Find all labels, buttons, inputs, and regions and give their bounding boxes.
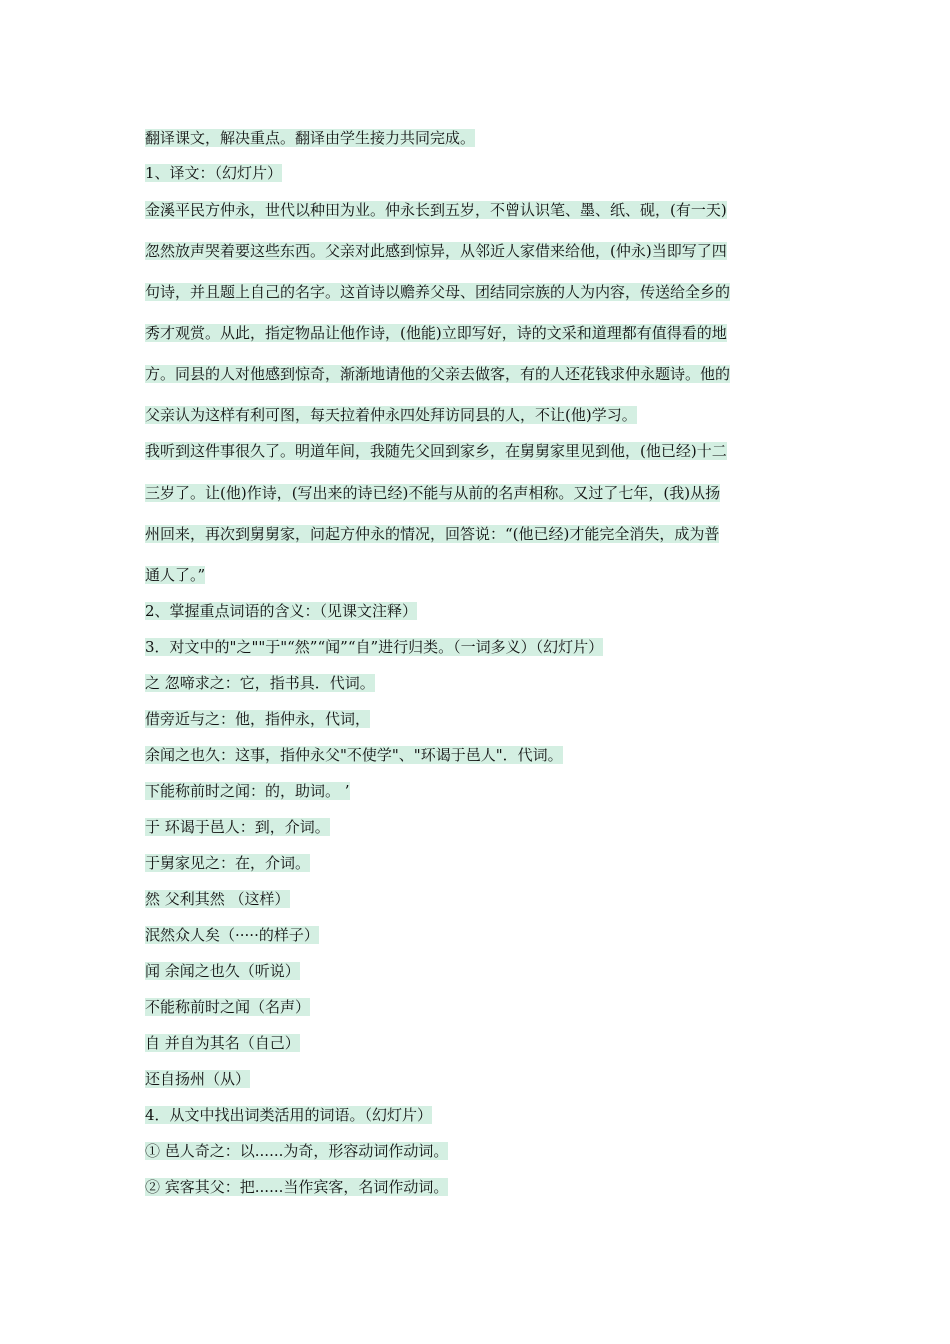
translation-line: 方。同县的人对他感到惊奇，渐渐地请他的父亲去做客，有的人还花钱求仲永题诗。他的	[145, 365, 731, 383]
section-3-item: 借旁近与之：他，指仲永，代词，	[145, 710, 371, 728]
translation-line: 父亲认为这样有利可图，每天拉着仲永四处拜访同县的人，不让(他)学习。	[145, 406, 637, 424]
section-3-item: 然 父利其然 （这样）	[145, 890, 290, 908]
section-2-title: 2、掌握重点词语的含义：（见课文注释）	[145, 602, 418, 620]
section-3-item: 还自扬州（从）	[145, 1070, 251, 1088]
section-3-item: 不能称前时之闻（名声）	[145, 998, 311, 1016]
translation-line: 三岁了。让(他)作诗，(写出来的诗已经)不能与从前的名声相称。又过了七年，(我)从扬	[145, 484, 721, 502]
intro-line: 翻译课文，解决重点。翻译由学生接力共同完成。	[145, 129, 476, 147]
section-3-item: 于 环谒于邑人：到，介词。	[145, 818, 330, 836]
translation-line: 句诗，并且题上自己的名字。这首诗以赡养父母、团结同宗族的人为内容，传送给全乡的	[145, 283, 731, 301]
section-3-item: 下能称前时之闻：的，助词。 ’	[145, 782, 350, 800]
translation-line: 秀才观赏。从此，指定物品让他作诗，(他能)立即写好，诗的文采和道理都有值得看的地	[145, 324, 727, 342]
section-4-item: ② 宾客其父：把......当作宾客，名词作动词。	[145, 1178, 449, 1196]
translation-line: 州回来，再次到舅舅家，问起方仲永的情况，回答说：“(他已经)才能完全消失，成为普	[145, 525, 720, 543]
section-3-item: 于舅家见之：在，介词。	[145, 854, 311, 872]
translation-line: 金溪平民方仲永，世代以种田为业。仲永长到五岁，不曾认识笔、墨、纸、砚，(有一天)	[145, 201, 727, 219]
section-3-title: 3．对文中的"之""于"“然”“闻”“自”进行归类。（一词多义）（幻灯片）	[145, 638, 604, 656]
translation-line: 忽然放声哭着要这些东西。父亲对此感到惊异，从邻近人家借来给他，(仲永)当即写了四	[145, 242, 727, 260]
section-3-item: 自 并自为其名（自己）	[145, 1034, 300, 1052]
section-3-item: 泯然众人矣（·····的样子）	[145, 926, 319, 944]
section-4-title: 4．从文中找出词类活用的词语。（幻灯片）	[145, 1106, 433, 1124]
section-4-item: ① 邑人奇之：以......为奇，形容动词作动词。	[145, 1142, 449, 1160]
section-3-item: 余闻之也久：这事，指仲永父"不使学"、"环谒于邑人"．代词。	[145, 746, 563, 764]
section-3-item: 之 忽啼求之：它，指书具．代词。	[145, 674, 375, 692]
section-3-item: 闻 余闻之也久（听说）	[145, 962, 300, 980]
translation-line: 通人了。”	[145, 566, 206, 584]
section-1-title: 1、译文：（幻灯片）	[145, 164, 283, 182]
translation-line: 我听到这件事很久了。明道年间，我随先父回到家乡，在舅舅家里见到他，(他已经)十二	[145, 442, 727, 460]
